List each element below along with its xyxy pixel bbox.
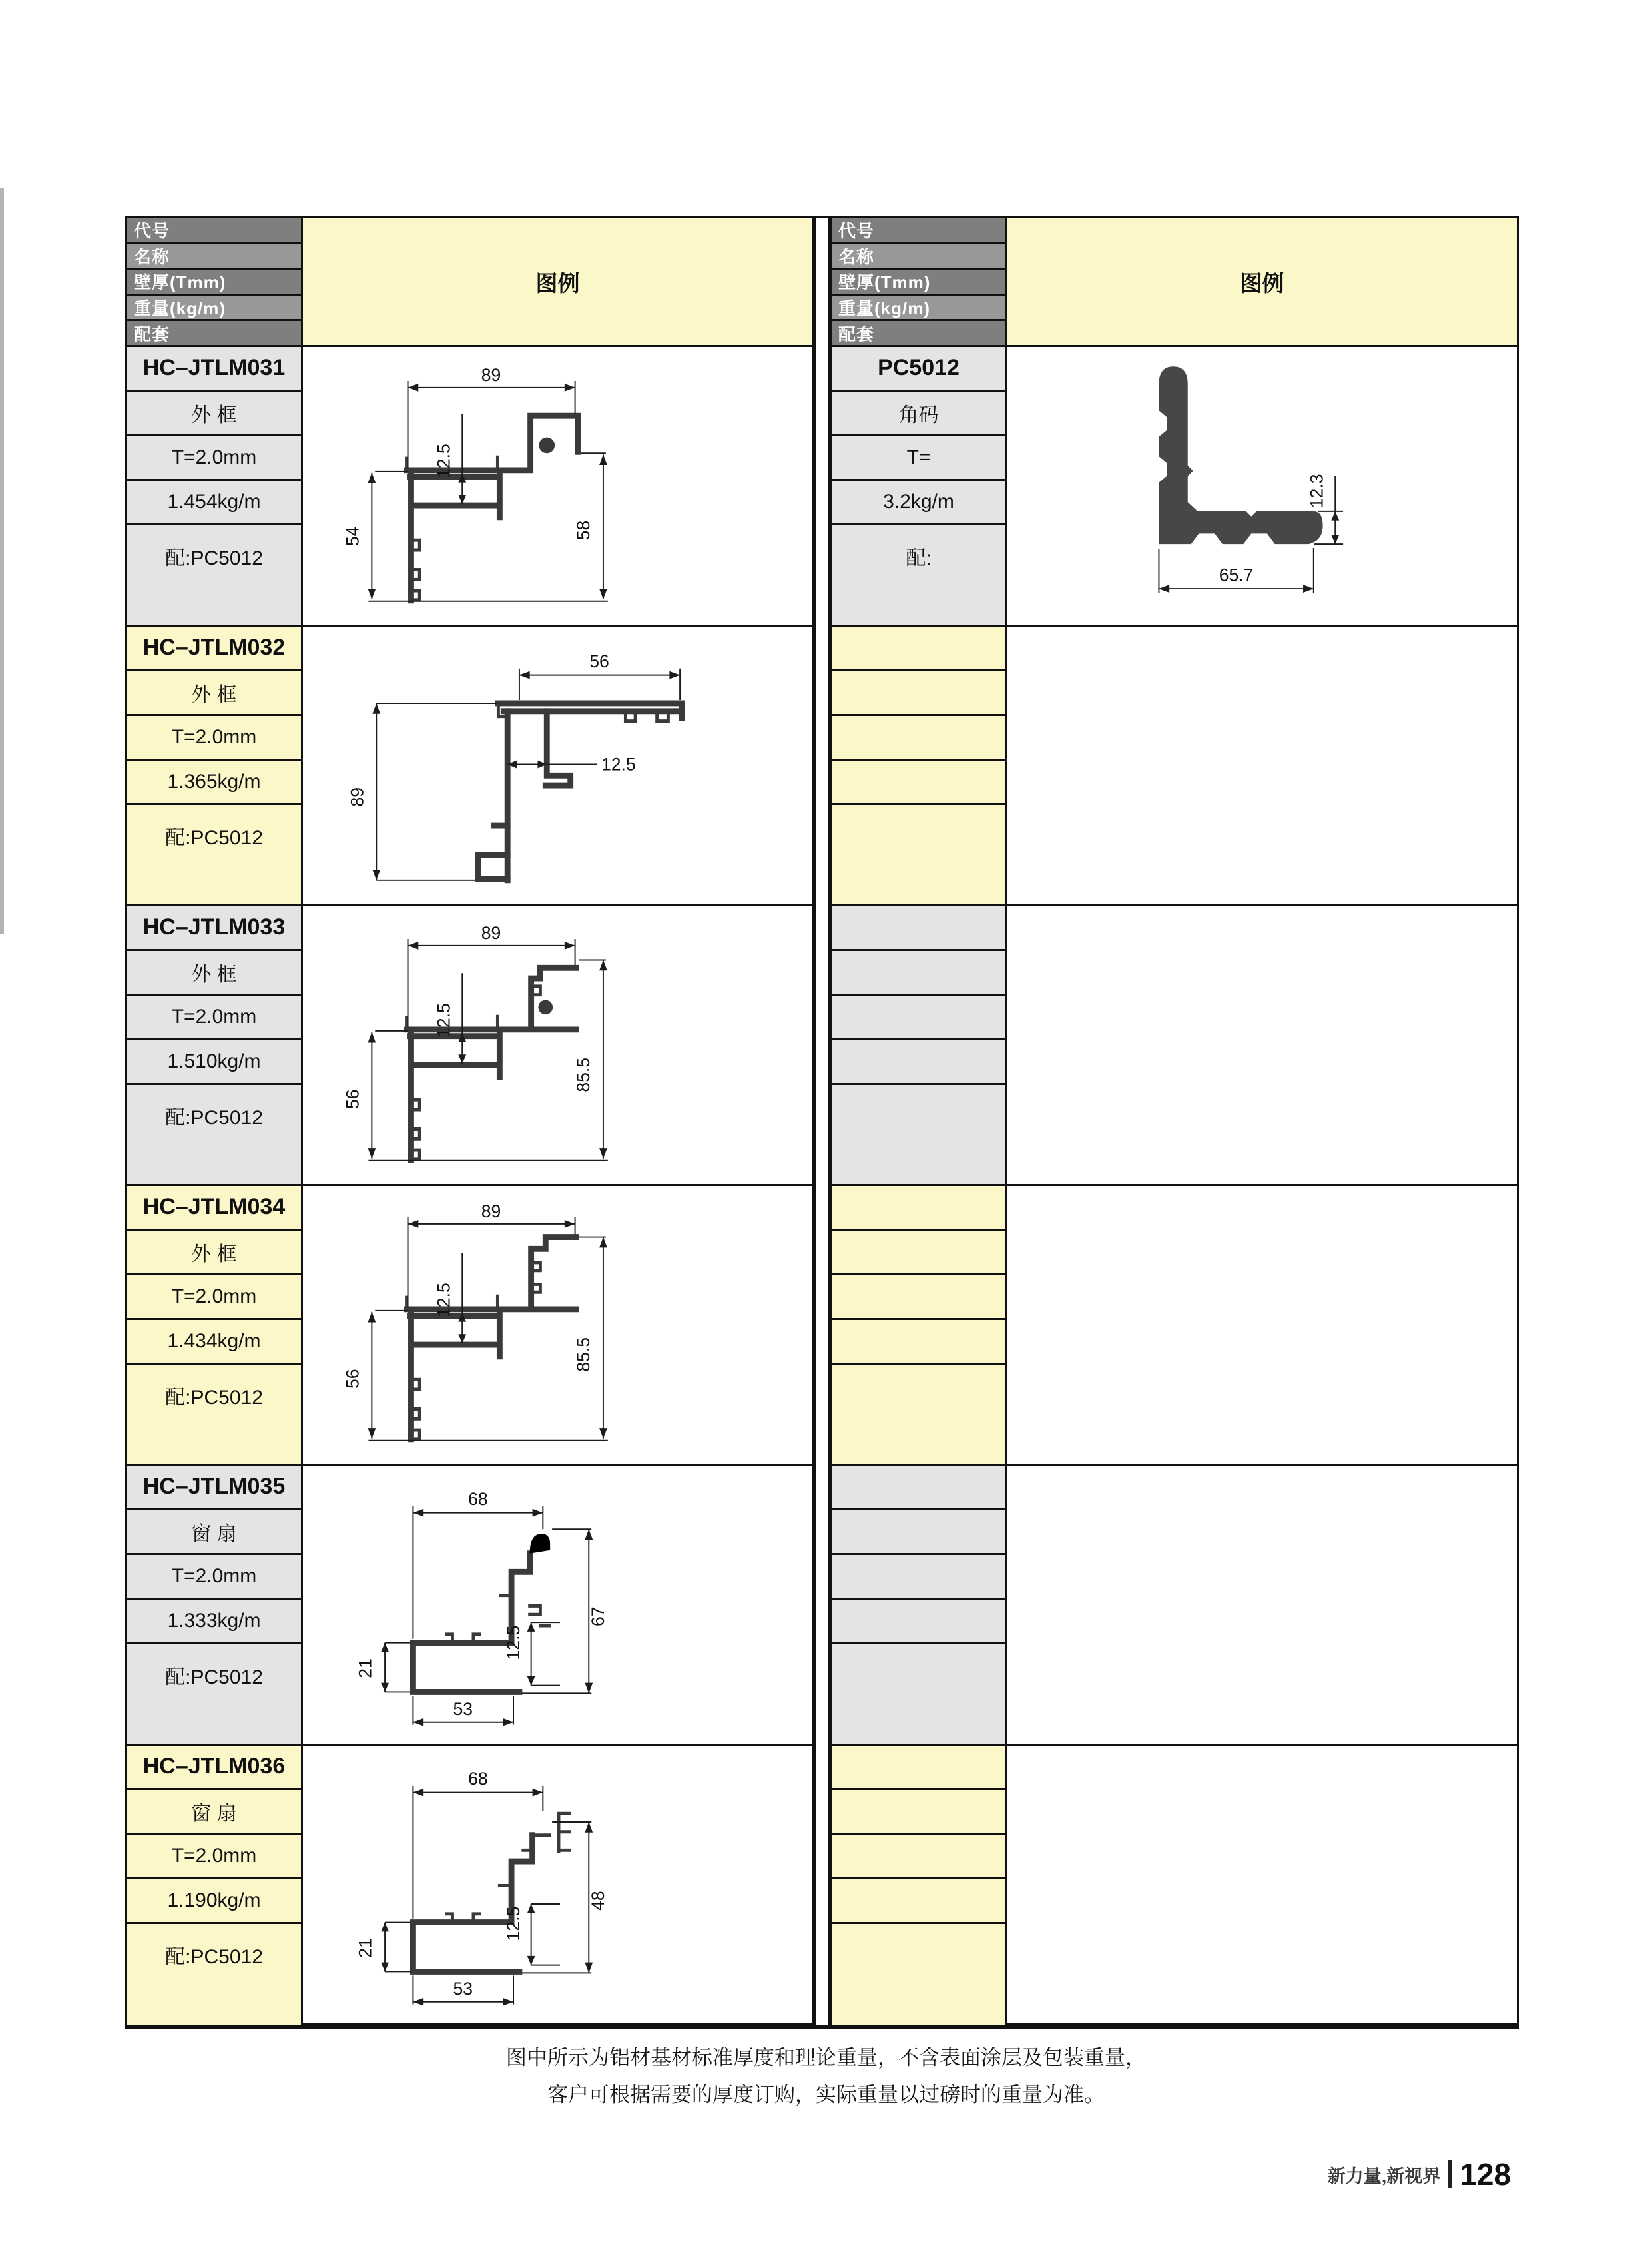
accessory-cell	[832, 805, 1005, 906]
name-cell	[832, 951, 1005, 996]
drawing-cell-jtlm035	[303, 1466, 812, 1746]
dim-label: 89	[481, 923, 501, 944]
drawing-cell-empty	[1007, 1186, 1517, 1466]
dim-label: 85.5	[573, 1057, 594, 1092]
left-spec-column	[127, 218, 303, 2025]
name-cell: 窗 扇	[127, 1790, 301, 1835]
code-cell: HC–JTLM035	[127, 1466, 301, 1510]
code-cell	[832, 906, 1005, 951]
drawing-cell-jtlm031	[303, 347, 812, 627]
gasket-blob	[539, 438, 555, 454]
drawing-cell-empty	[1007, 627, 1517, 906]
code-cell	[832, 1186, 1005, 1231]
dim-label: 68	[468, 1768, 488, 1789]
header-accessory: 配套	[127, 321, 301, 347]
weight-cell	[832, 1879, 1005, 1924]
name-cell	[832, 1231, 1005, 1275]
name-cell: 外 框	[127, 1231, 301, 1275]
footer-divider	[1448, 2160, 1452, 2188]
corner-cleat-shape	[1159, 366, 1322, 544]
dim-label: 85.5	[573, 1337, 594, 1372]
page-margin-mark	[0, 188, 4, 934]
accessory-cell	[832, 1085, 1005, 1186]
profile-spec-tables	[125, 216, 1519, 2029]
drawing-cell-empty	[1007, 1746, 1517, 2025]
dim-label: 12.5	[433, 1003, 454, 1038]
dim-label: 12.5	[503, 1906, 523, 1941]
name-cell	[832, 1510, 1005, 1555]
dim-label: 58	[573, 520, 594, 541]
dim-label: 12.5	[601, 754, 636, 775]
header-name: 名称	[832, 244, 1005, 270]
table-divider-strip	[814, 216, 830, 2029]
code-cell	[832, 627, 1005, 671]
thickness-cell: T=2.0mm	[127, 1275, 301, 1320]
header-code: 代号	[127, 218, 301, 244]
thickness-cell	[832, 1835, 1005, 1879]
dim-label: 21	[355, 1938, 376, 1958]
thickness-cell: T=2.0mm	[127, 436, 301, 481]
accessory-cell: 配:PC5012	[127, 805, 301, 906]
weight-cell: 1.510kg/m	[127, 1040, 301, 1085]
header-thickness: 壁厚(Tmm)	[127, 270, 301, 296]
dim-label: 12.5	[433, 1283, 454, 1317]
dim-label: 65.7	[1219, 565, 1254, 585]
weight-cell	[832, 1320, 1005, 1365]
profile-drawing-jtlm033	[303, 906, 812, 1184]
weight-cell: 1.190kg/m	[127, 1879, 301, 1924]
dim-label: 12.5	[503, 1625, 523, 1660]
weight-cell: 1.333kg/m	[127, 1600, 301, 1644]
name-cell: 窗 扇	[127, 1510, 301, 1555]
header-weight: 重量(kg/m)	[127, 296, 301, 322]
thickness-cell	[832, 716, 1005, 761]
weight-cell: 3.2kg/m	[832, 481, 1005, 525]
legend-header: 图例	[303, 218, 812, 347]
drawing-cell-jtlm032	[303, 627, 812, 906]
weight-cell: 1.434kg/m	[127, 1320, 301, 1365]
dim-label: 89	[347, 787, 368, 807]
profile-drawing-jtlm031	[303, 347, 812, 625]
dim-label: 21	[355, 1658, 376, 1678]
thickness-cell: T=2.0mm	[127, 996, 301, 1040]
dim-label: 56	[589, 651, 609, 671]
drawing-cell-pc5012	[1007, 347, 1517, 627]
code-cell: HC–JTLM033	[127, 906, 301, 951]
accessory-cell: 配:PC5012	[127, 1644, 301, 1746]
dim-label: 89	[481, 364, 501, 385]
header-name: 名称	[127, 244, 301, 270]
name-cell: 外 框	[127, 671, 301, 716]
code-cell	[832, 1746, 1005, 1790]
dim-label: 67	[587, 1606, 608, 1627]
right-accessory-table	[830, 216, 1519, 2029]
dim-label: 54	[342, 526, 363, 547]
weight-cell	[832, 761, 1005, 805]
accessory-cell: 配:PC5012	[127, 1365, 301, 1466]
accessory-cell: 配:	[832, 525, 1005, 627]
dim-label: 48	[587, 1891, 608, 1911]
accessory-cell	[832, 1924, 1005, 2025]
profile-drawing-jtlm034	[303, 1186, 812, 1464]
gasket-blob	[538, 1000, 553, 1015]
dim-label: 12.3	[1306, 474, 1327, 509]
profile-drawing-jtlm035	[303, 1466, 812, 1744]
dim-label: 68	[468, 1488, 488, 1509]
code-cell: HC–JTLM031	[127, 347, 301, 392]
header-code: 代号	[832, 218, 1005, 244]
drawing-cell-empty	[1007, 1466, 1517, 1746]
footnote-line1: 图中所示为铝材基材标准厚度和理论重量，不含表面涂层及包装重量，	[506, 2046, 1146, 2069]
code-cell	[832, 1466, 1005, 1510]
weight-cell	[832, 1600, 1005, 1644]
page-number: 128	[1460, 2157, 1511, 2192]
name-cell	[832, 671, 1005, 716]
footnote	[0, 2039, 1652, 2114]
accessory-cell: 配:PC5012	[127, 1924, 301, 2025]
right-legend-column	[1007, 218, 1517, 2025]
page-footer	[1328, 2156, 1511, 2192]
thickness-cell: T=2.0mm	[127, 1555, 301, 1600]
accessory-cell	[832, 1365, 1005, 1466]
dim-label: 53	[453, 1698, 473, 1719]
name-cell: 角码	[832, 392, 1005, 436]
drawing-cell-jtlm036	[303, 1746, 812, 2025]
dim-label: 56	[342, 1089, 363, 1110]
dim-label: 56	[342, 1369, 363, 1389]
header-weight: 重量(kg/m)	[832, 296, 1005, 322]
drawing-cell-empty	[1007, 906, 1517, 1186]
thickness-cell	[832, 996, 1005, 1040]
code-cell: HC–JTLM032	[127, 627, 301, 671]
thickness-cell	[832, 1555, 1005, 1600]
right-spec-column	[832, 218, 1007, 2025]
code-cell: PC5012	[832, 347, 1005, 392]
weight-cell: 1.454kg/m	[127, 481, 301, 525]
profile-drawing-jtlm032	[303, 627, 812, 904]
accessory-cell: 配:PC5012	[127, 525, 301, 627]
dim-label: 53	[453, 1978, 473, 1999]
weight-cell: 1.365kg/m	[127, 761, 301, 805]
legend-header: 图例	[1007, 218, 1517, 347]
corner-cleat-drawing-pc5012	[1007, 347, 1517, 625]
weight-cell	[832, 1040, 1005, 1085]
thickness-cell: T=2.0mm	[127, 716, 301, 761]
left-profile-table	[125, 216, 814, 2029]
thickness-cell	[832, 1275, 1005, 1320]
accessory-cell	[832, 1644, 1005, 1746]
footnote-line2: 客户可根据需要的厚度订购，实际重量以过磅时的重量为准。	[547, 2083, 1105, 2106]
code-cell: HC–JTLM034	[127, 1186, 301, 1231]
header-accessory: 配套	[832, 321, 1005, 347]
name-cell: 外 框	[127, 392, 301, 436]
accessory-cell: 配:PC5012	[127, 1085, 301, 1186]
brand-slogan: 新力量,新视界	[1327, 2166, 1441, 2186]
thickness-cell: T=2.0mm	[127, 1835, 301, 1879]
header-thickness: 壁厚(Tmm)	[832, 270, 1005, 296]
drawing-cell-jtlm034	[303, 1186, 812, 1466]
thickness-cell: T=	[832, 436, 1005, 481]
name-cell: 外 框	[127, 951, 301, 996]
left-legend-column	[303, 218, 812, 2025]
dim-label: 12.5	[433, 444, 454, 478]
drawing-cell-jtlm033	[303, 906, 812, 1186]
name-cell	[832, 1790, 1005, 1835]
dim-label: 89	[481, 1201, 501, 1222]
profile-drawing-jtlm036	[303, 1746, 812, 2023]
code-cell: HC–JTLM036	[127, 1746, 301, 1790]
